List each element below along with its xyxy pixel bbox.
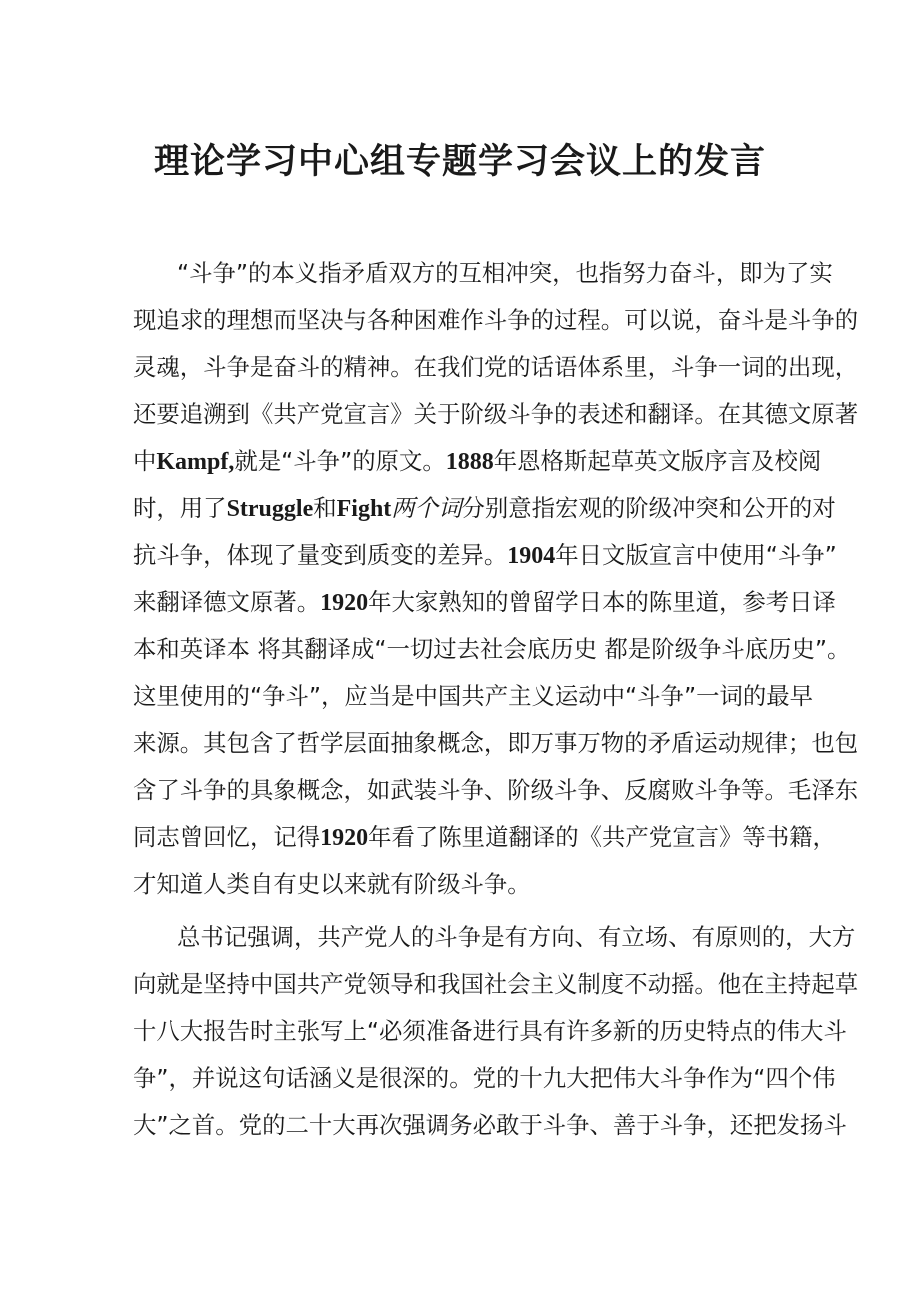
paragraph-1-line-3: 灵魂，斗争是奋斗的精神。在我们党的话语体系里，斗争一词的出现， [133, 353, 859, 381]
text-run: 年恩格斯起草英文版序言及校阅 [493, 447, 822, 475]
text-run: 分别意指宏观的阶级冲突和公开的对 [461, 494, 836, 522]
paragraph-1-line-6 [133, 485, 836, 532]
paragraph-1-line-4: 还要追溯到《共产党宣言》关于阶级斗争的表述和翻译。在其德文原著 [133, 400, 859, 428]
paragraph-1-line-1: “斗争”的本义指矛盾双方的互相冲突，也指努力奋斗，即为了实 [177, 259, 833, 287]
document-title: 理论学习中心组专题学习会议上的发言 [153, 142, 766, 182]
text-run: 年看了陈里道翻译的《共产党宣言》等书籍， [368, 823, 836, 851]
paragraph-2-line-4: 争”，并说这句话涵义是很深的。党的十九大把伟大斗争作为“四个伟 [133, 1064, 836, 1092]
text-run: 年大家熟知的曾留学日本的陈里道，参考日译 [368, 588, 836, 616]
paragraph-2 [133, 914, 859, 1149]
paragraph-2-line-5: 大”之首。党的二十大再次强调务必敢于斗争、善于斗争，还把发扬斗 [133, 1111, 847, 1139]
text-run: 时，用了 [133, 494, 227, 522]
bold-run: 1888 [445, 449, 494, 475]
bold-run: Struggle [226, 496, 314, 522]
text-run: 中 [133, 447, 157, 475]
text-run: 和 [313, 494, 337, 522]
bold-run: 1904 [507, 543, 556, 569]
paragraph-1-line-13 [133, 814, 836, 861]
text-run: 同志曾回忆，记得 [133, 823, 321, 851]
paragraph-1-line-8 [133, 579, 836, 626]
paragraph-1 [133, 250, 859, 908]
paragraph-1-line-12: 含了斗争的具象概念，如武装斗争、阶级斗争、反腐败斗争等。毛泽东 [133, 776, 859, 804]
paragraph-1-line-11: 来源。其包含了哲学层面抽象概念，即万事万物的矛盾运动规律；也包 [133, 729, 859, 757]
bold-run: Kampf, [156, 449, 235, 475]
paragraph-2-line-3: 十八大报告时主张写上“必须准备进行具有许多新的历史特点的伟大斗 [133, 1017, 847, 1045]
bold-run: Fight [336, 496, 392, 522]
document-body [133, 250, 859, 1149]
text-run: 年日文版宣言中使用“斗争” [555, 541, 837, 569]
text-run: 抗斗争，体现了量变到质变的差异。 [133, 541, 508, 569]
paragraph-2-line-2: 向就是坚持中国共产党领导和我国社会主义制度不动摇。他在主持起草 [133, 970, 859, 998]
paragraph-1-line-10: 这里使用的“争斗”，应当是中国共产主义运动中“斗争”一词的最早 [133, 682, 814, 710]
text-run: 就是“斗争”的原文。 [234, 447, 446, 475]
bold-run: 1920 [320, 825, 369, 851]
paragraph-1-line-9: 本和英译本 将其翻译成“一切过去社会底历史 都是阶级争斗底历史”。 [133, 635, 851, 663]
bold-run: 1920 [320, 590, 369, 616]
paragraph-1-line-5 [133, 438, 822, 485]
paragraph-1-line-7 [133, 532, 837, 579]
paragraph-1-line-14: 才知道人类自有史以来就有阶级斗争。 [133, 870, 531, 898]
text-run: 来翻译德文原著。 [133, 588, 321, 616]
paragraph-1-line-2: 现追求的理想而坚决与各种困难作斗争的过程。可以说，奋斗是斗争的 [133, 306, 859, 334]
italic-run: 两个词 [391, 494, 462, 522]
paragraph-2-line-1: 总书记强调，共产党人的斗争是有方向、有立场、有原则的，大方 [177, 923, 856, 951]
